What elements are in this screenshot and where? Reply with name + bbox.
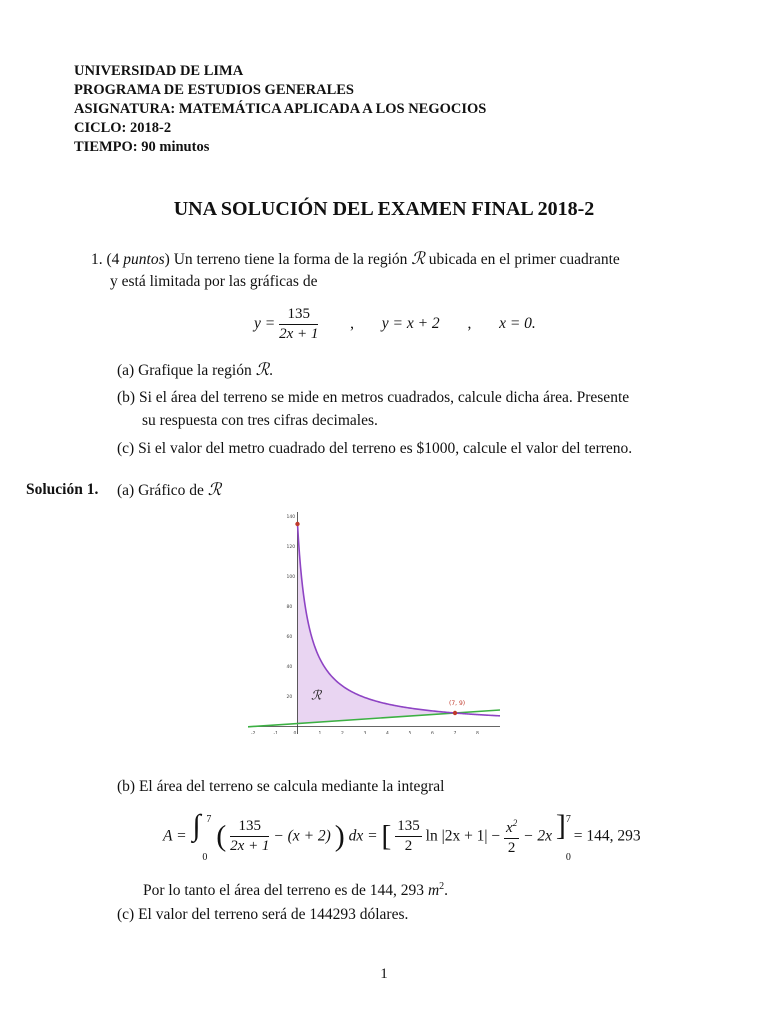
part-a (117, 358, 273, 382)
header-university: UNIVERSIDAD DE LIMA (74, 63, 244, 79)
header-cycle: CICLO: 2018-2 (74, 120, 172, 136)
eq1-denominator: 2x + 1 (279, 326, 319, 342)
course-header (74, 62, 486, 157)
solution-a (117, 478, 221, 502)
eq1-numerator: 135 (279, 305, 318, 325)
points-word: puntos (123, 251, 165, 268)
y-tick-label: 60 (286, 635, 293, 640)
part-c-label: (c) (117, 440, 135, 457)
x-tick-label: 0 (293, 731, 297, 734)
antiderivative-num-2 (504, 814, 519, 839)
eq-separator-1: , (350, 315, 354, 333)
antiderivative-num-1: 135 (395, 817, 422, 837)
part-a-region: ℛ (255, 360, 270, 379)
intersection-label: (7, 9) (449, 700, 466, 707)
solution-a-text: Gráfico de (138, 482, 208, 499)
solution-c-label: (c) (117, 906, 135, 923)
integrand-minus-term: − (x + 2) (273, 827, 331, 845)
eval-upper: 7 (565, 814, 571, 825)
integral-dx: dx = (348, 827, 378, 845)
conclusion-exp: 2 (439, 881, 445, 892)
y-tick-label: 80 (286, 605, 293, 610)
x-tick-label: 1 (318, 731, 322, 734)
eval-lower: 0 (565, 852, 571, 863)
header-subject: ASIGNATURA: MATEMÁTICA APLICADA A LOS NEGOCIOS (74, 101, 487, 117)
antiderivative-ln: ln |2x + 1| − (425, 827, 501, 845)
eq1-fraction (279, 305, 318, 344)
part-b-label: (b) (117, 389, 136, 406)
eq2: y = x + 2 (381, 315, 440, 333)
bracket-close-group (555, 809, 571, 863)
x-tick-label: -1 (273, 731, 278, 734)
problem-line-1 (91, 247, 620, 271)
solution-b-label: (b) (117, 778, 136, 795)
statement-b: ubicada en el primer cuadrante (424, 251, 620, 268)
x-tick-label: 7 (453, 731, 457, 734)
solution-a-region: ℛ (207, 480, 222, 499)
intersection-point (453, 711, 457, 715)
solution-c (117, 903, 408, 926)
part-b (117, 386, 629, 409)
part-b-line2: su respuesta con tres cifras decimales. (142, 412, 378, 429)
part-a-label: (a) (117, 362, 135, 379)
problem-line-2: y está limitada por las gráficas de (110, 273, 318, 290)
document-title: UNA SOLUCIÓN DEL EXAMEN FINAL 2018-2 (173, 198, 595, 220)
solution-b (117, 775, 444, 798)
integral-result: = 144, 293 (573, 827, 641, 845)
x-tick-label: 5 (408, 731, 412, 734)
integral-equation (163, 809, 641, 863)
integrand-denominator: 2x + 1 (230, 837, 270, 854)
y-tick-label: 140 (286, 515, 296, 520)
bracket-open: [ (381, 819, 392, 853)
antiderivative-fraction-1 (395, 817, 422, 856)
part-a-text: Grafique la región (138, 362, 256, 379)
x-tick-label: 4 (386, 731, 389, 734)
x-tick-label: 8 (476, 731, 479, 734)
x-tick-label: -2 (251, 731, 256, 734)
problem-number: 1. (91, 251, 103, 268)
equations-line (254, 305, 536, 344)
antiderivative-tail: − 2x (523, 827, 553, 845)
solution-a-label: (a) (117, 482, 135, 499)
solution-heading: Solución 1. (26, 481, 99, 498)
points-open: (4 (106, 251, 124, 268)
points-close: ) (164, 251, 170, 268)
part-b-line1: Si el área del terreno se mide en metros cuadrados, calcule dicha área. Presente (138, 389, 630, 406)
y-tick-label: 20 (286, 695, 293, 700)
eq1-lhs: y = (254, 315, 276, 333)
eq3: x = 0. (499, 315, 536, 333)
region-graph (248, 512, 500, 734)
antiderivative-den-2: 2 (507, 840, 516, 856)
integrand-fraction (230, 817, 269, 856)
curve-top-point (295, 522, 299, 526)
paren-close: ) (334, 819, 345, 853)
y-tick-label: 120 (286, 545, 296, 550)
integral-symbol: ∫ (192, 809, 201, 842)
eq-separator-2: , (467, 315, 472, 333)
header-program: PROGRAMA DE ESTUDIOS GENERALES (74, 82, 354, 98)
x-tick-label: 6 (431, 731, 434, 734)
conclusion-unit: m (427, 882, 440, 900)
integral-sign (190, 809, 212, 863)
conclusion-text: Por lo tanto el área del terreno es de 144, 293 (143, 882, 428, 900)
solution-c-text: El valor del terreno será de 144293 dólares. (138, 906, 409, 923)
integral-lower: 0 (202, 852, 208, 863)
integral-lhs: A = (163, 827, 187, 845)
antiderivative-exp: 2 (512, 818, 518, 828)
y-tick-label: 100 (286, 575, 296, 580)
part-a-end: . (269, 362, 274, 379)
conclusion-end: . (444, 882, 449, 900)
antiderivative-den-1: 2 (404, 837, 413, 854)
header-time: TIEMPO: 90 minutos (74, 139, 210, 155)
region-label: ℛ (311, 687, 322, 703)
part-c-text: Si el valor del metro cuadrado del terreno es $1000, calcule el valor del terreno. (138, 440, 633, 457)
x-tick-label: 2 (341, 731, 344, 734)
antiderivative-fraction-2 (504, 814, 519, 858)
part-c (117, 437, 632, 460)
y-tick-label: 40 (286, 665, 293, 670)
paren-open: ( (216, 819, 227, 853)
solution-b-text: El área del terreno se calcula mediante la integral (138, 778, 445, 795)
x-tick-label: 3 (363, 731, 367, 734)
integral-upper: 7 (206, 814, 212, 825)
antiderivative-x: x (506, 820, 513, 836)
page-number: 1 (380, 966, 388, 982)
bracket-close: ] (555, 809, 566, 842)
integrand-numerator: 135 (230, 817, 269, 837)
statement-a: Un terreno tiene la forma de la región (169, 251, 412, 268)
solution-b-conclusion (143, 875, 448, 902)
region-symbol: ℛ (411, 249, 425, 268)
